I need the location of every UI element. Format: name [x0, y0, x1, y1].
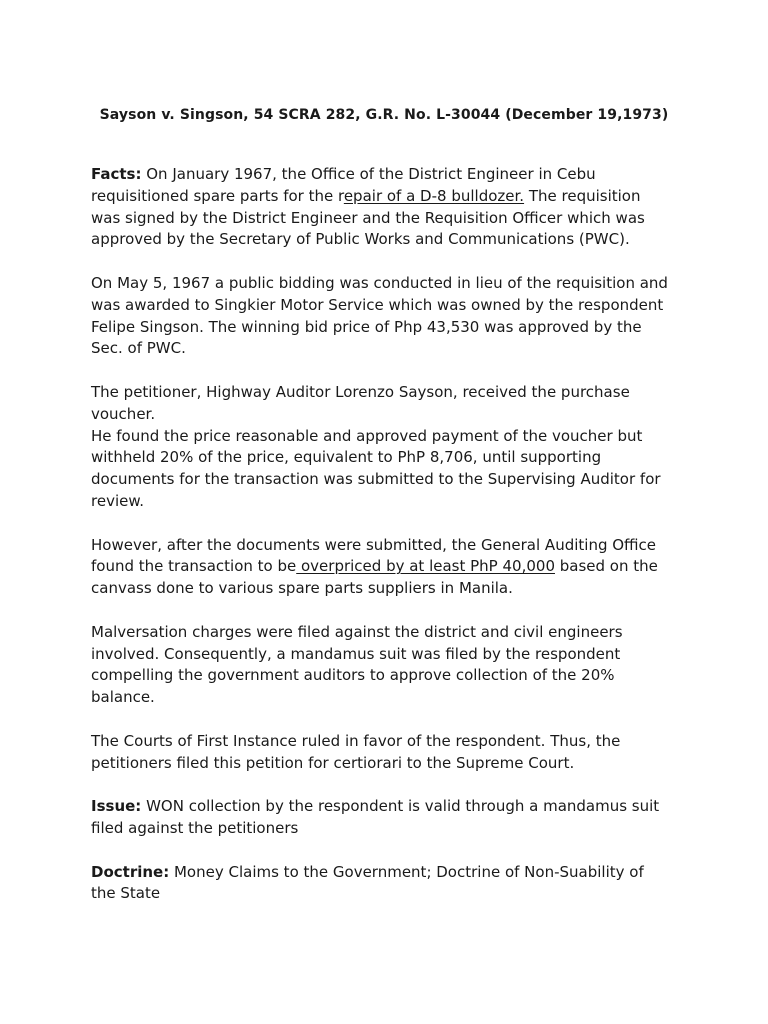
petitioner-line-5: documents for the transaction was submitted to the Supervising Auditor for: [91, 470, 661, 489]
doctrine-label: Doctrine:: [91, 862, 170, 881]
bidding-paragraph: [91, 273, 691, 360]
audit-paragraph: [91, 535, 691, 600]
courts-line-1: The Courts of First Instance ruled in favor of the respondent. Thus, the: [91, 731, 621, 750]
issue-line-1: [91, 796, 691, 818]
issue-line-2: filed against the petitioners: [91, 818, 299, 837]
petitioner-paragraph: [91, 382, 691, 513]
document-body: [91, 164, 691, 927]
issue-text: WON collection by the respondent is valid through a mandamus suit: [141, 797, 660, 816]
audit-text-post: based on the: [554, 557, 658, 576]
case-title: Sayson v. Singson, 54 SCRA 282, G.R. No. L-30044 (December 19,1973): [99, 107, 669, 123]
facts-paragraph: [91, 164, 691, 251]
doctrine-line-1: [91, 862, 691, 884]
malversation-line-1: Malversation charges were filed against the district and civil engineers: [91, 622, 623, 641]
petitioner-line-1: The petitioner, Highway Auditor Lorenzo Sayson, received the purchase: [91, 382, 630, 401]
malversation-line-3: compelling the government auditors to approve collection of the 20%: [91, 666, 615, 685]
facts-label: Facts:: [91, 165, 142, 183]
facts-text-pre: requisitioned spare parts for the r: [91, 186, 344, 205]
courts-paragraph: [91, 731, 691, 775]
facts-line-4: approved by the Secretary of Public Works and Communications (PWC).: [91, 230, 630, 249]
petitioner-line-4: withheld 20% of the price, equivalent to PhP 8,706, until supporting: [91, 448, 602, 467]
facts-line-1: [91, 164, 691, 186]
petitioner-line-6: review.: [91, 491, 144, 510]
audit-underlined-text: overpriced by at least PhP 40,000: [296, 557, 555, 576]
courts-line-2: petitioners filed this petition for certiorari to the Supreme Court.: [91, 753, 575, 772]
issue-label: Issue:: [91, 797, 142, 816]
petitioner-line-2: voucher.: [91, 404, 156, 423]
doctrine-line-2: the State: [91, 884, 161, 903]
bidding-line-1: On May 5, 1967 a public bidding was conducted in lieu of the requisition and: [91, 273, 668, 292]
audit-line-3: canvass done to various spare parts suppliers in Manila.: [91, 579, 513, 598]
petitioner-line-3: He found the price reasonable and approved payment of the voucher but: [91, 426, 643, 445]
audit-text-pre: found the transaction to be: [91, 557, 297, 576]
malversation-paragraph: [91, 622, 691, 709]
facts-text-post: The requisition: [524, 186, 641, 205]
bidding-line-2: was awarded to Singkier Motor Service which was owned by the respondent: [91, 295, 664, 314]
facts-text: On January 1967, the Office of the District Engineer in Cebu: [141, 165, 596, 183]
issue-paragraph: [91, 796, 691, 840]
facts-line-3: was signed by the District Engineer and the Requisition Officer which was: [91, 208, 645, 227]
facts-line-2: [91, 186, 691, 208]
doctrine-paragraph: [91, 862, 691, 906]
bidding-line-4: Sec. of PWC.: [91, 339, 186, 358]
audit-line-2: [91, 556, 691, 578]
bidding-line-3: Felipe Singson. The winning bid price of Php 43,530 was approved by the: [91, 317, 642, 336]
doctrine-text: Money Claims to the Government; Doctrine of Non-Suability of: [169, 862, 644, 881]
facts-underlined-text: epair of a D-8 bulldozer.: [343, 186, 525, 205]
malversation-line-4: balance.: [91, 688, 155, 707]
audit-line-1: However, after the documents were submitted, the General Auditing Office: [91, 535, 657, 554]
malversation-line-2: involved. Consequently, a mandamus suit was filed by the respondent: [91, 644, 621, 663]
